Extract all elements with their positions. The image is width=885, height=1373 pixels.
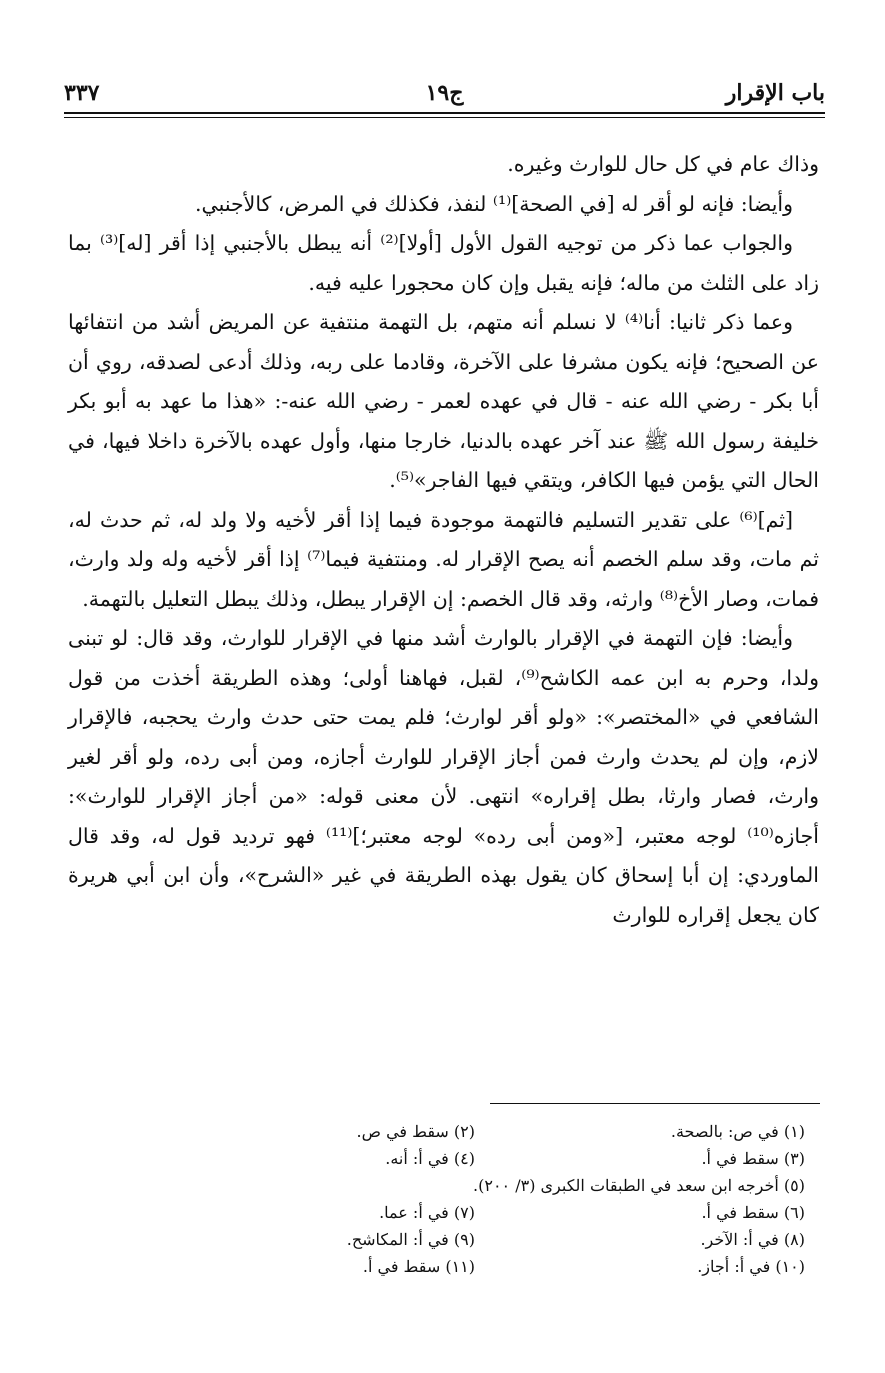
footnote-row [70,1226,805,1253]
volume-number: ج١٩ [425,80,464,106]
footnote-row [70,1145,805,1172]
main-text [68,145,819,935]
footnote-3: (٣) سقط في أ. [701,1149,805,1168]
footnote-2: (٢) سقط في ص. [356,1122,475,1141]
footnotes [70,1118,805,1280]
footnote-row [70,1199,805,1226]
footnote-7: (٧) في أ: عما. [379,1203,475,1222]
running-header [64,70,825,114]
footnote-1: (١) في ص: بالصحة. [670,1122,805,1141]
paragraph: وأيضا: فإنه لو أقر له [في الصحة]⁽¹⁾ لنفذ، فكذلك في المرض، كالأجنبي. [195,191,793,216]
footnote-row [70,1118,805,1145]
paragraph: وعما ذكر ثانيا: أنا⁽⁴⁾ لا نسلم أنه متهم، بل التهمة منتفية عن المريض أشد من انتفائها عن الصحيح؛ فإنه يكون مشرفا على الآخرة، وقادما على ربه، وذلك أدعى لصدقه، روي أن أبا بكر - رضي الله عنه - قال في عهده لعمر - رضي الله عنه-: «هذا ما عهد به أبو بكر خليفة رسول الله ﷺ عند آخر عهده بالدنيا، خارجا منها، وأول عهده بالآخرة داخلا فيها، في الحال التي يؤمن فيها الكافر، ويتقي فيها الفاجر»⁽⁵⁾. [68,310,819,492]
header-rule-thick [64,112,825,114]
footnote-5: (٥) أخرجه ابن سعد في الطبقات الكبرى (٣/ ٢٠٠). [473,1176,805,1195]
chapter-title: باب الإقرار [725,80,825,106]
footnote-row [70,1172,805,1199]
footnote-11: (١١) سقط في أ. [362,1257,475,1276]
paragraph: والجواب عما ذكر من توجيه القول الأول [أولا]⁽²⁾ أنه يبطل بالأجنبي إذا أقر [له]⁽³⁾ بما زاد على الثلث من ماله؛ فإنه يقبل وإن كان محجورا عليه فيه. [68,231,819,295]
footnote-9: (٩) في أ: المكاشح. [346,1230,475,1249]
paragraph: وذاك عام في كل حال للوارث وغيره. [507,152,819,176]
footnote-10: (١٠) في أ: أجاز. [697,1257,805,1276]
paragraph: وأيضا: فإن التهمة في الإقرار بالوارث أشد منها في الإقرار للوارث، وقد قال: لو تبنى ولدا، وحرم به ابن عمه الكاشح⁽⁹⁾، لقبل، فهاهنا أولى؛ وهذه الطريقة أخذت من قول الشافعي في «المختصر»: «ولو أقر لوارث؛ فلم يمت حتى حدث وارث يحجبه، فالإقرار لازم، وإن لم يحدث وارث فمن أجاز الإقرار للوارث أجازه، ومن أبى رده، ولو أقر لغير وارث، فصار وارثا، بطل إقراره» انتهى. لأن معنى قوله: «من أجاز الإقرار للوارث»: أجازه⁽¹⁰⁾ لوجه معتبر، [«ومن أبى رده» لوجه معتبر؛]⁽¹¹⁾ فهو ترديد قول له، وقد قال الماوردي: إن أبا إسحاق كان يقول بهذه الطريقة في غير «الشرح»، وأن ابن أبي هريرة كان يجعل إقراره للوارث [68,626,819,927]
footnote-separator [490,1103,820,1104]
footnote-4: (٤) في أ: أنه. [385,1149,475,1168]
page-number: ٣٣٧ [64,80,100,106]
footnote-6: (٦) سقط في أ. [701,1203,805,1222]
paragraph: [ثم]⁽⁶⁾ على تقدير التسليم فالتهمة موجودة فيما إذا أقر لأخيه ولا ولد له، ثم حدث له، ثم مات، وقد سلم الخصم أنه يصح الإقرار له. ومنتفية فيما⁽⁷⁾ إذا أقر لأخيه وله ولد وارث، فمات، وصار الأخ⁽⁸⁾ وارثه، وقد قال الخصم: إن الإقرار يبطل، وذلك يبطل التعليل بالتهمة. [68,507,820,611]
header-rule-thin [64,117,825,118]
footnote-row [70,1253,805,1280]
footnote-8: (٨) في أ: الآخر. [700,1230,805,1249]
